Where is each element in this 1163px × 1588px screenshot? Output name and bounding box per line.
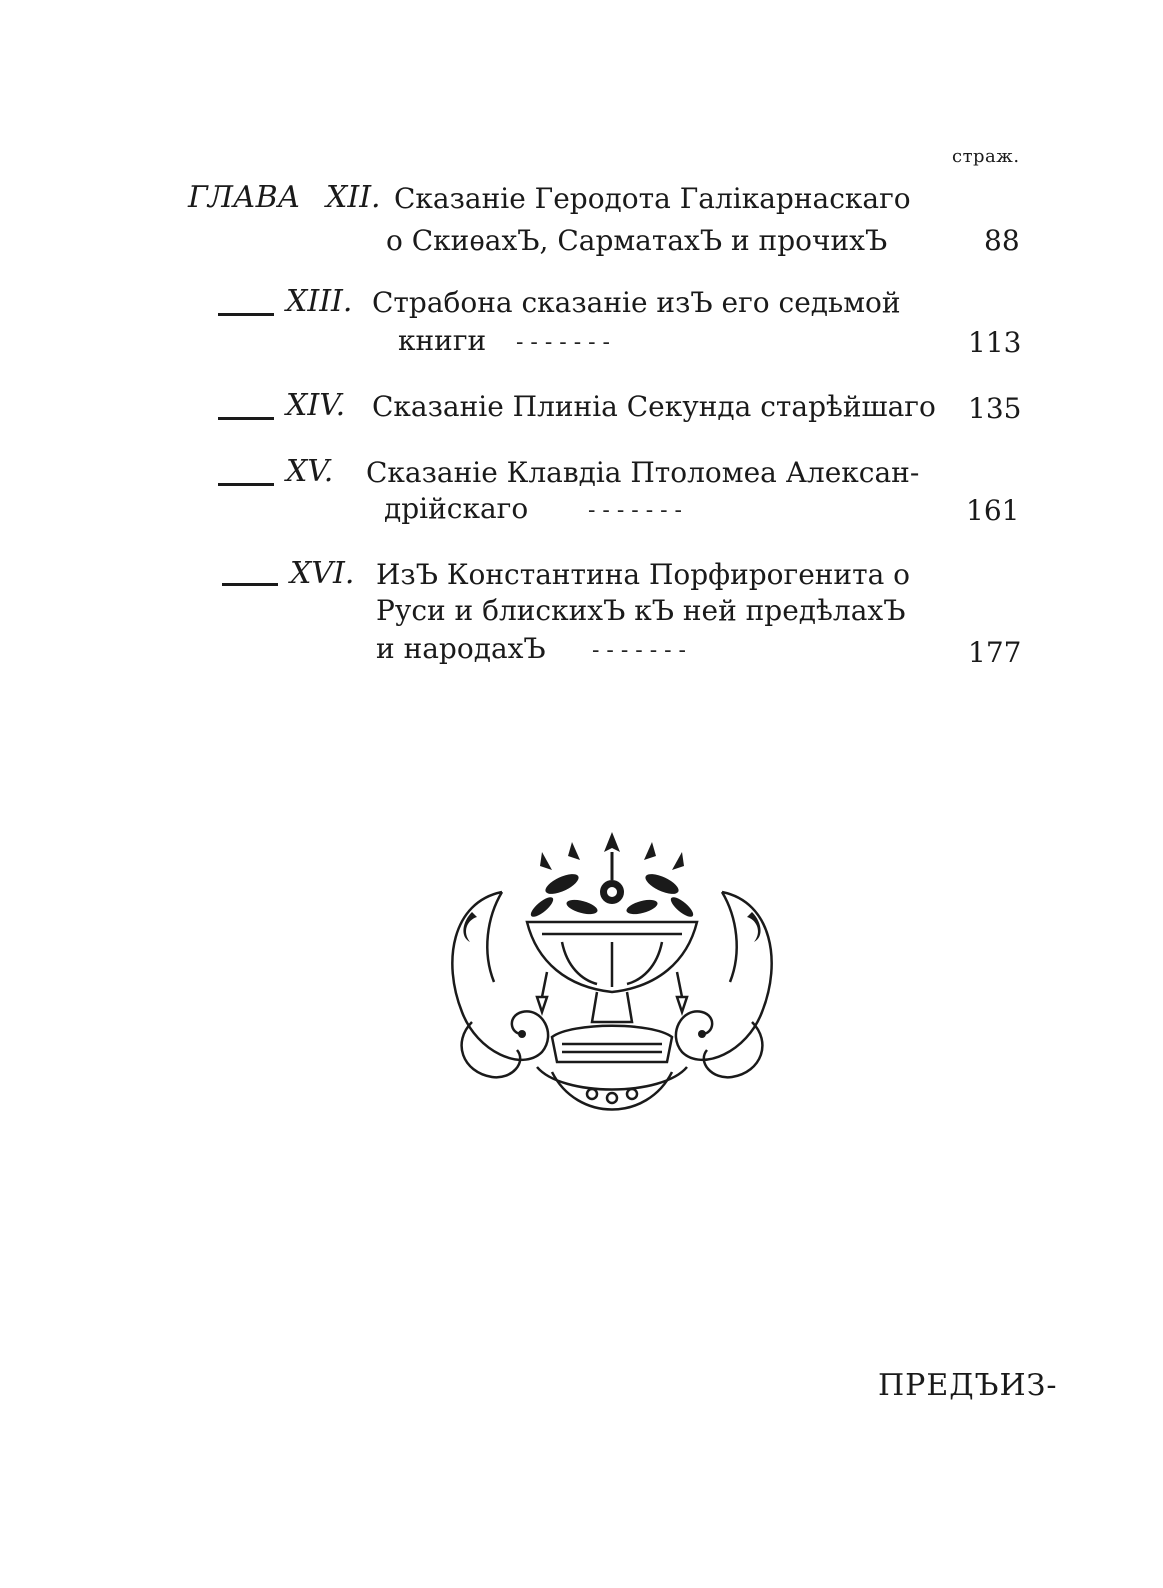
ditto-dash <box>222 574 278 593</box>
chapter-title-line: Сказаніе Геродота Галікарнаскаго <box>394 182 911 215</box>
page-number: 177 <box>968 636 1022 669</box>
page-column-header: страж. <box>952 146 1020 167</box>
leader-dots: - - - - - - - <box>516 330 610 355</box>
vignette-flower-vase-icon <box>432 822 792 1132</box>
chapter-number: XIV. <box>286 388 346 423</box>
leader-dots: - - - - - - - <box>592 638 686 663</box>
page-number: 135 <box>968 392 1022 425</box>
page-number: 88 <box>984 224 1020 257</box>
ditto-dash <box>218 474 274 493</box>
chapter-title-line: книги <box>398 324 487 357</box>
chapter-number: XIII. <box>286 284 353 319</box>
chapter-title-line: Сказаніе Плиніа Секунда старѣйшаго <box>372 390 936 423</box>
chapter-title-line: Сказаніе Клавдіа Птоломеа Алексан- <box>366 456 920 489</box>
leader-dots: - - - - - - - <box>588 498 682 523</box>
page-number: 113 <box>968 326 1022 359</box>
chapter-title-line: Руси и блискихЪ кЪ ней предѣлахЪ <box>376 594 906 627</box>
chapter-title-line: и народахЪ <box>376 632 546 665</box>
chapter-title-line: Страбона сказаніе изЪ его седьмой <box>372 286 901 319</box>
page-number: 161 <box>966 494 1020 527</box>
chapter-title-line: дрійскаго <box>384 492 529 525</box>
chapter-title-line: о СкиѳахЪ, СарматахЪ и прочихЪ <box>386 224 888 257</box>
catchword: ПРЕДЪИЗ- <box>878 1368 1058 1403</box>
ditto-dash <box>218 408 274 427</box>
ditto-dash <box>218 304 274 323</box>
chapter-number: XVI. <box>290 556 355 591</box>
chapter-word: ГЛАВА <box>188 180 301 215</box>
chapter-title-line: ИзЪ Константина Порфирогенита о <box>376 558 911 591</box>
chapter-number: XII. <box>326 180 381 215</box>
chapter-number: XV. <box>286 454 334 489</box>
